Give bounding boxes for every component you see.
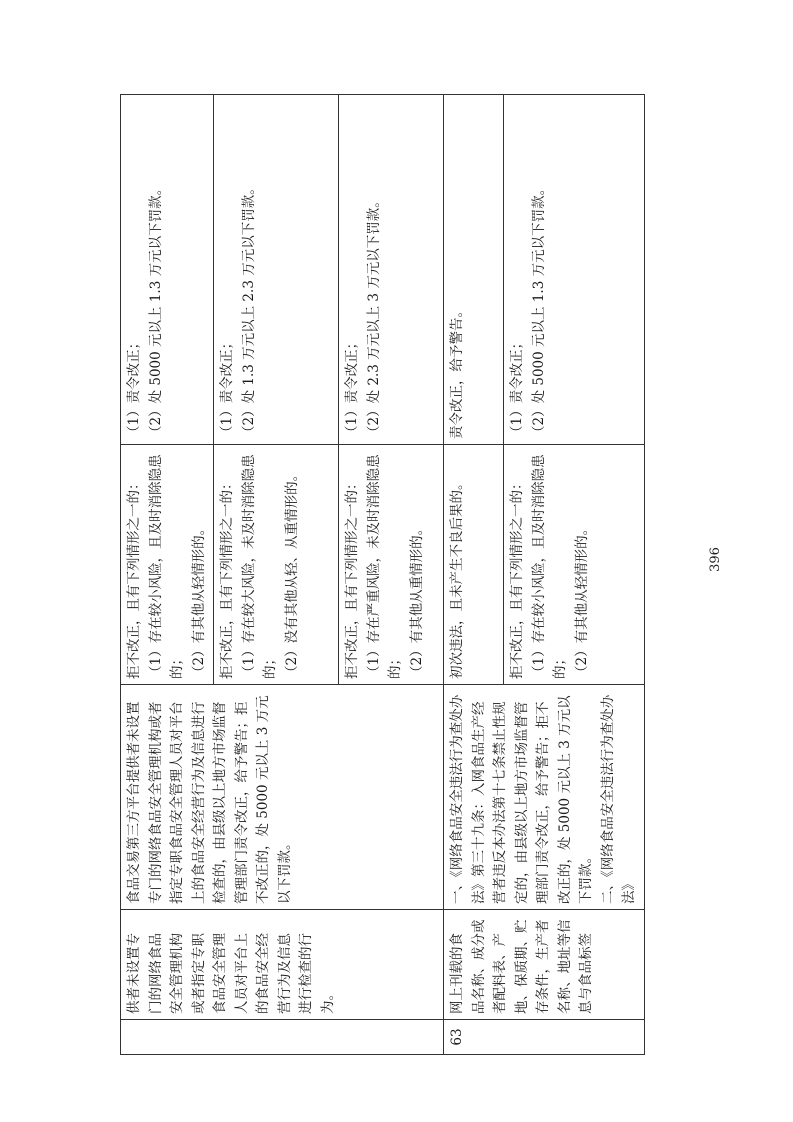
rotated-table-container bbox=[120, 95, 637, 1055]
penalty-cell: （1）责令改正； （2）处 1.3 万元以上 2.3 万元以下罚款。 bbox=[214, 95, 339, 445]
violation-item-cell: 网上刊载的食 品名称、成分或 者配料表、产 地、保质期、贮 存条件，生产者 名称、地址等信 息与食品标签 bbox=[444, 910, 645, 1020]
penalty-cell: （1）责令改正； （2）处 5000 元以上 1.3 万元以下罚款。 bbox=[504, 95, 644, 445]
penalty-cell: （1）责令改正； （2）处 2.3 万元以上 3 万元以下罚款。 bbox=[339, 95, 444, 445]
circumstance-cell: 拒不改正，且有下列情形之一的： （1）存在严重风险，未及时消除隐患的； （2）有其他从重情形的。 bbox=[339, 445, 444, 685]
legal-basis-cell: 一、《网络食品安全违法行为查处办法》第三十九条：入网食品生产经营者违反本办法第十七条禁止性规定的，由县级以上地方市场监督管理部门责令改正，给予警告；拒不改正的，处 5000 元以上 3 万元以下罚款。 二、《网络食品安全违法行为查处办法》 bbox=[444, 685, 645, 910]
page-number: 396 bbox=[707, 547, 723, 572]
penalty-cell: 责令改正，给予警告。 bbox=[444, 95, 504, 445]
row-number-cell: 63 bbox=[444, 1020, 645, 1055]
circumstance-cell: 拒不改正，且有下列情形之一的： （1）存在较小风险，且及时消除隐患的； （2）有其他从轻情形的。 bbox=[121, 445, 214, 685]
penalty-table bbox=[120, 94, 645, 1055]
circumstance-cell: 初次违法，且未产生不良后果的。 bbox=[444, 445, 504, 685]
circumstance-cell: 拒不改正，且有下列情形之一的： （1）存在较小风险，且及时消除隐患的； （2）有其他从轻情形的。 bbox=[504, 445, 644, 685]
violation-item-cell: 供者未设置专 门的网络食品 安全管理机构 或者指定专职 食品安全管理 人员对平台上 的食品安全经 营行为及信息 进行检查的行 为。 bbox=[121, 910, 444, 1020]
circumstance-cell: 拒不改正，且有下列情形之一的： （1）存在较大风险，未及时消除隐患的； （2）没有其他从轻、从重情形的。 bbox=[214, 445, 339, 685]
table-row bbox=[121, 95, 214, 1055]
penalty-cell: （1）责令改正； （2）处 5000 元以上 1.3 万元以下罚款。 bbox=[121, 95, 214, 445]
row-number-cell bbox=[121, 1020, 444, 1055]
legal-basis-cell: 食品交易第三方平台提供者未设置专门的网络食品安全管理机构或者指定专职食品安全管理人员对平台上的食品安全经营行为及信息进行检查的，由县级以上地方市场监督管理部门责令改正，给予警告；拒不改正的，处 5000 元以上 3 万元以下罚款。 bbox=[121, 685, 444, 910]
table-row bbox=[444, 95, 504, 1055]
